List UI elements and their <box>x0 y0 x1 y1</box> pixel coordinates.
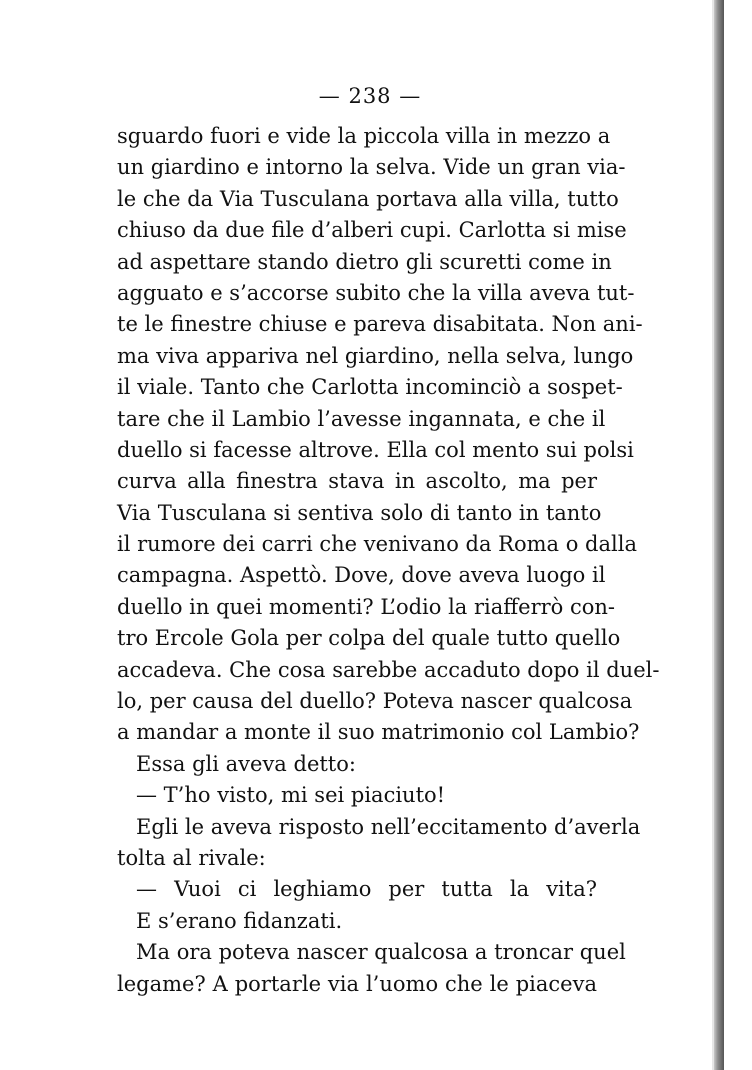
text-line: E s’erano fidanzati. <box>136 908 343 933</box>
text-line: tolta al rivale: <box>117 845 266 870</box>
text-line: Via Tusculana si sentiva solo di tanto in tanto <box>117 500 602 525</box>
text-line: legame? A portarle via l’uomo che le piaceva <box>117 971 597 996</box>
text-line: accadeva. Che cosa sarebbe accaduto dopo il duel- <box>117 657 660 682</box>
text-line: tro Ercole Gola per colpa del quale tutto quello <box>117 626 621 651</box>
text-line: Ma ora poteva nascer qualcosa a troncar quel <box>136 940 626 965</box>
text-line: a mandar a monte il suo matrimonio col Lambio? <box>117 720 640 745</box>
page-number: — 238 — <box>318 84 422 108</box>
body-text <box>117 121 660 1000</box>
book-spine-shadow <box>714 0 724 1070</box>
text-line: te le finestre chiuse e pareva disabitata. Non ani- <box>117 312 643 337</box>
text-line: curva alla finestra stava in ascolto, ma per <box>117 469 597 494</box>
text-line: il viale. Tanto che Carlotta incominciò a sospet- <box>117 375 623 400</box>
text-line: — T’ho visto, mi sei piaciuto! <box>136 783 446 808</box>
text-line: le che da Via Tusculana portava alla villa, tutto <box>117 186 619 211</box>
text-line: ma viva appariva nel giardino, nella selva, lungo <box>117 343 634 368</box>
text-line: lo, per causa del duello? Poteva nascer qualcosa <box>117 689 633 714</box>
text-line: duello in quei momenti? L’odio la riafferrò con- <box>117 594 616 619</box>
text-line: chiuso da due file d’alberi cupi. Carlotta si mise <box>117 218 627 243</box>
text-line: campagna. Aspettò. Dove, dove aveva luogo il <box>117 563 606 588</box>
text-line: — Vuoi ci leghiamo per tutta la vita? <box>136 877 597 902</box>
text-line: duello si facesse altrove. Ella col mento sui polsi <box>117 437 634 462</box>
text-line: Egli le aveva risposto nell’eccitamento d’averla <box>136 814 641 839</box>
text-line: il rumore dei carri che venivano da Roma o dalla <box>117 532 637 557</box>
text-line: agguato e s’accorse subito che la villa aveva tut- <box>117 280 635 305</box>
text-line: un giardino e intorno la selva. Vide un gran via- <box>117 155 626 180</box>
text-line: sguardo fuori e vide la piccola villa in mezzo a <box>117 124 611 148</box>
text-line: Essa gli aveva detto: <box>136 751 356 776</box>
text-line: ad aspettare stando dietro gli scuretti come in <box>117 249 612 274</box>
text-line: tare che il Lambio l’avesse ingannata, e che il <box>117 406 606 431</box>
